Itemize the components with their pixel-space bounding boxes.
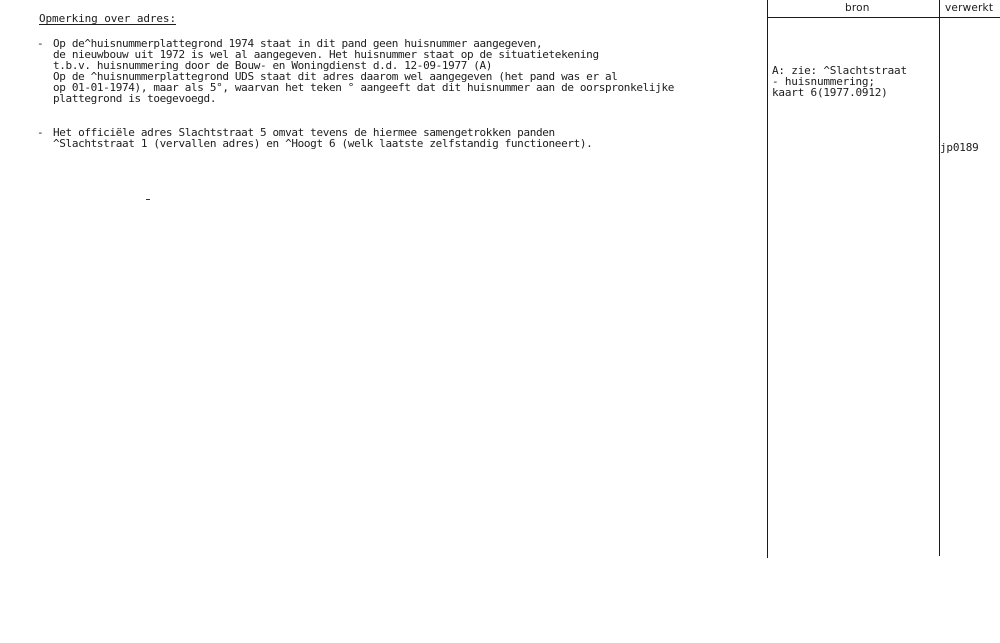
- worked-column-header: verwerkt: [945, 2, 994, 14]
- remark-line: op 01-01-1974), maar als 5°, waarvan het teken ° aangeeft dat dit huisnummer aan de oorspronkelijke: [53, 81, 674, 95]
- scan-speck: [146, 199, 150, 200]
- remark-line: Op de ^huisnummerplattegrond UDS staat dit adres daarom wel aangegeven (het pand was er al: [53, 70, 618, 84]
- remark-heading: Opmerking over adres:: [39, 12, 176, 25]
- source-line: kaart 6(1977.0912): [772, 86, 888, 100]
- remark-line: Het officiële adres Slachtstraat 5 omvat tevens de hiermee samengetrokken panden: [53, 126, 555, 139]
- remark-line: ^Slachtstraat 1 (vervallen adres) en ^Hoogt 6 (welk laatste zelfstandig functioneert).: [53, 137, 593, 151]
- remark-line: t.b.v. huisnummering door de Bouw- en Woningdienst d.d. 12-09-1977 (A): [53, 59, 493, 73]
- remark-bullet: -: [37, 37, 44, 50]
- remark-bullet: -: [37, 126, 44, 139]
- source-line: - huisnummering;: [772, 75, 875, 89]
- remark-text: [53, 127, 592, 149]
- source-line: A: zie: ^Slachtstraat: [772, 64, 907, 77]
- remark-text: [53, 38, 674, 105]
- remark-line: Op de^huisnummerplattegrond 1974 staat in dit pand geen huisnummer aangegeven,: [53, 37, 543, 50]
- processed-code: jp0189: [940, 141, 979, 154]
- header-underline: [767, 17, 1000, 18]
- remark-line: de nieuwbouw uit 1972 is wel al aangegeven. Het huisnummer staat op de situatietekening: [53, 48, 599, 62]
- source-column-header: bron: [845, 2, 870, 14]
- source-column-divider: [767, 0, 768, 558]
- remark-line: plattegrond is toegevoegd.: [53, 92, 217, 106]
- source-reference: [772, 65, 940, 98]
